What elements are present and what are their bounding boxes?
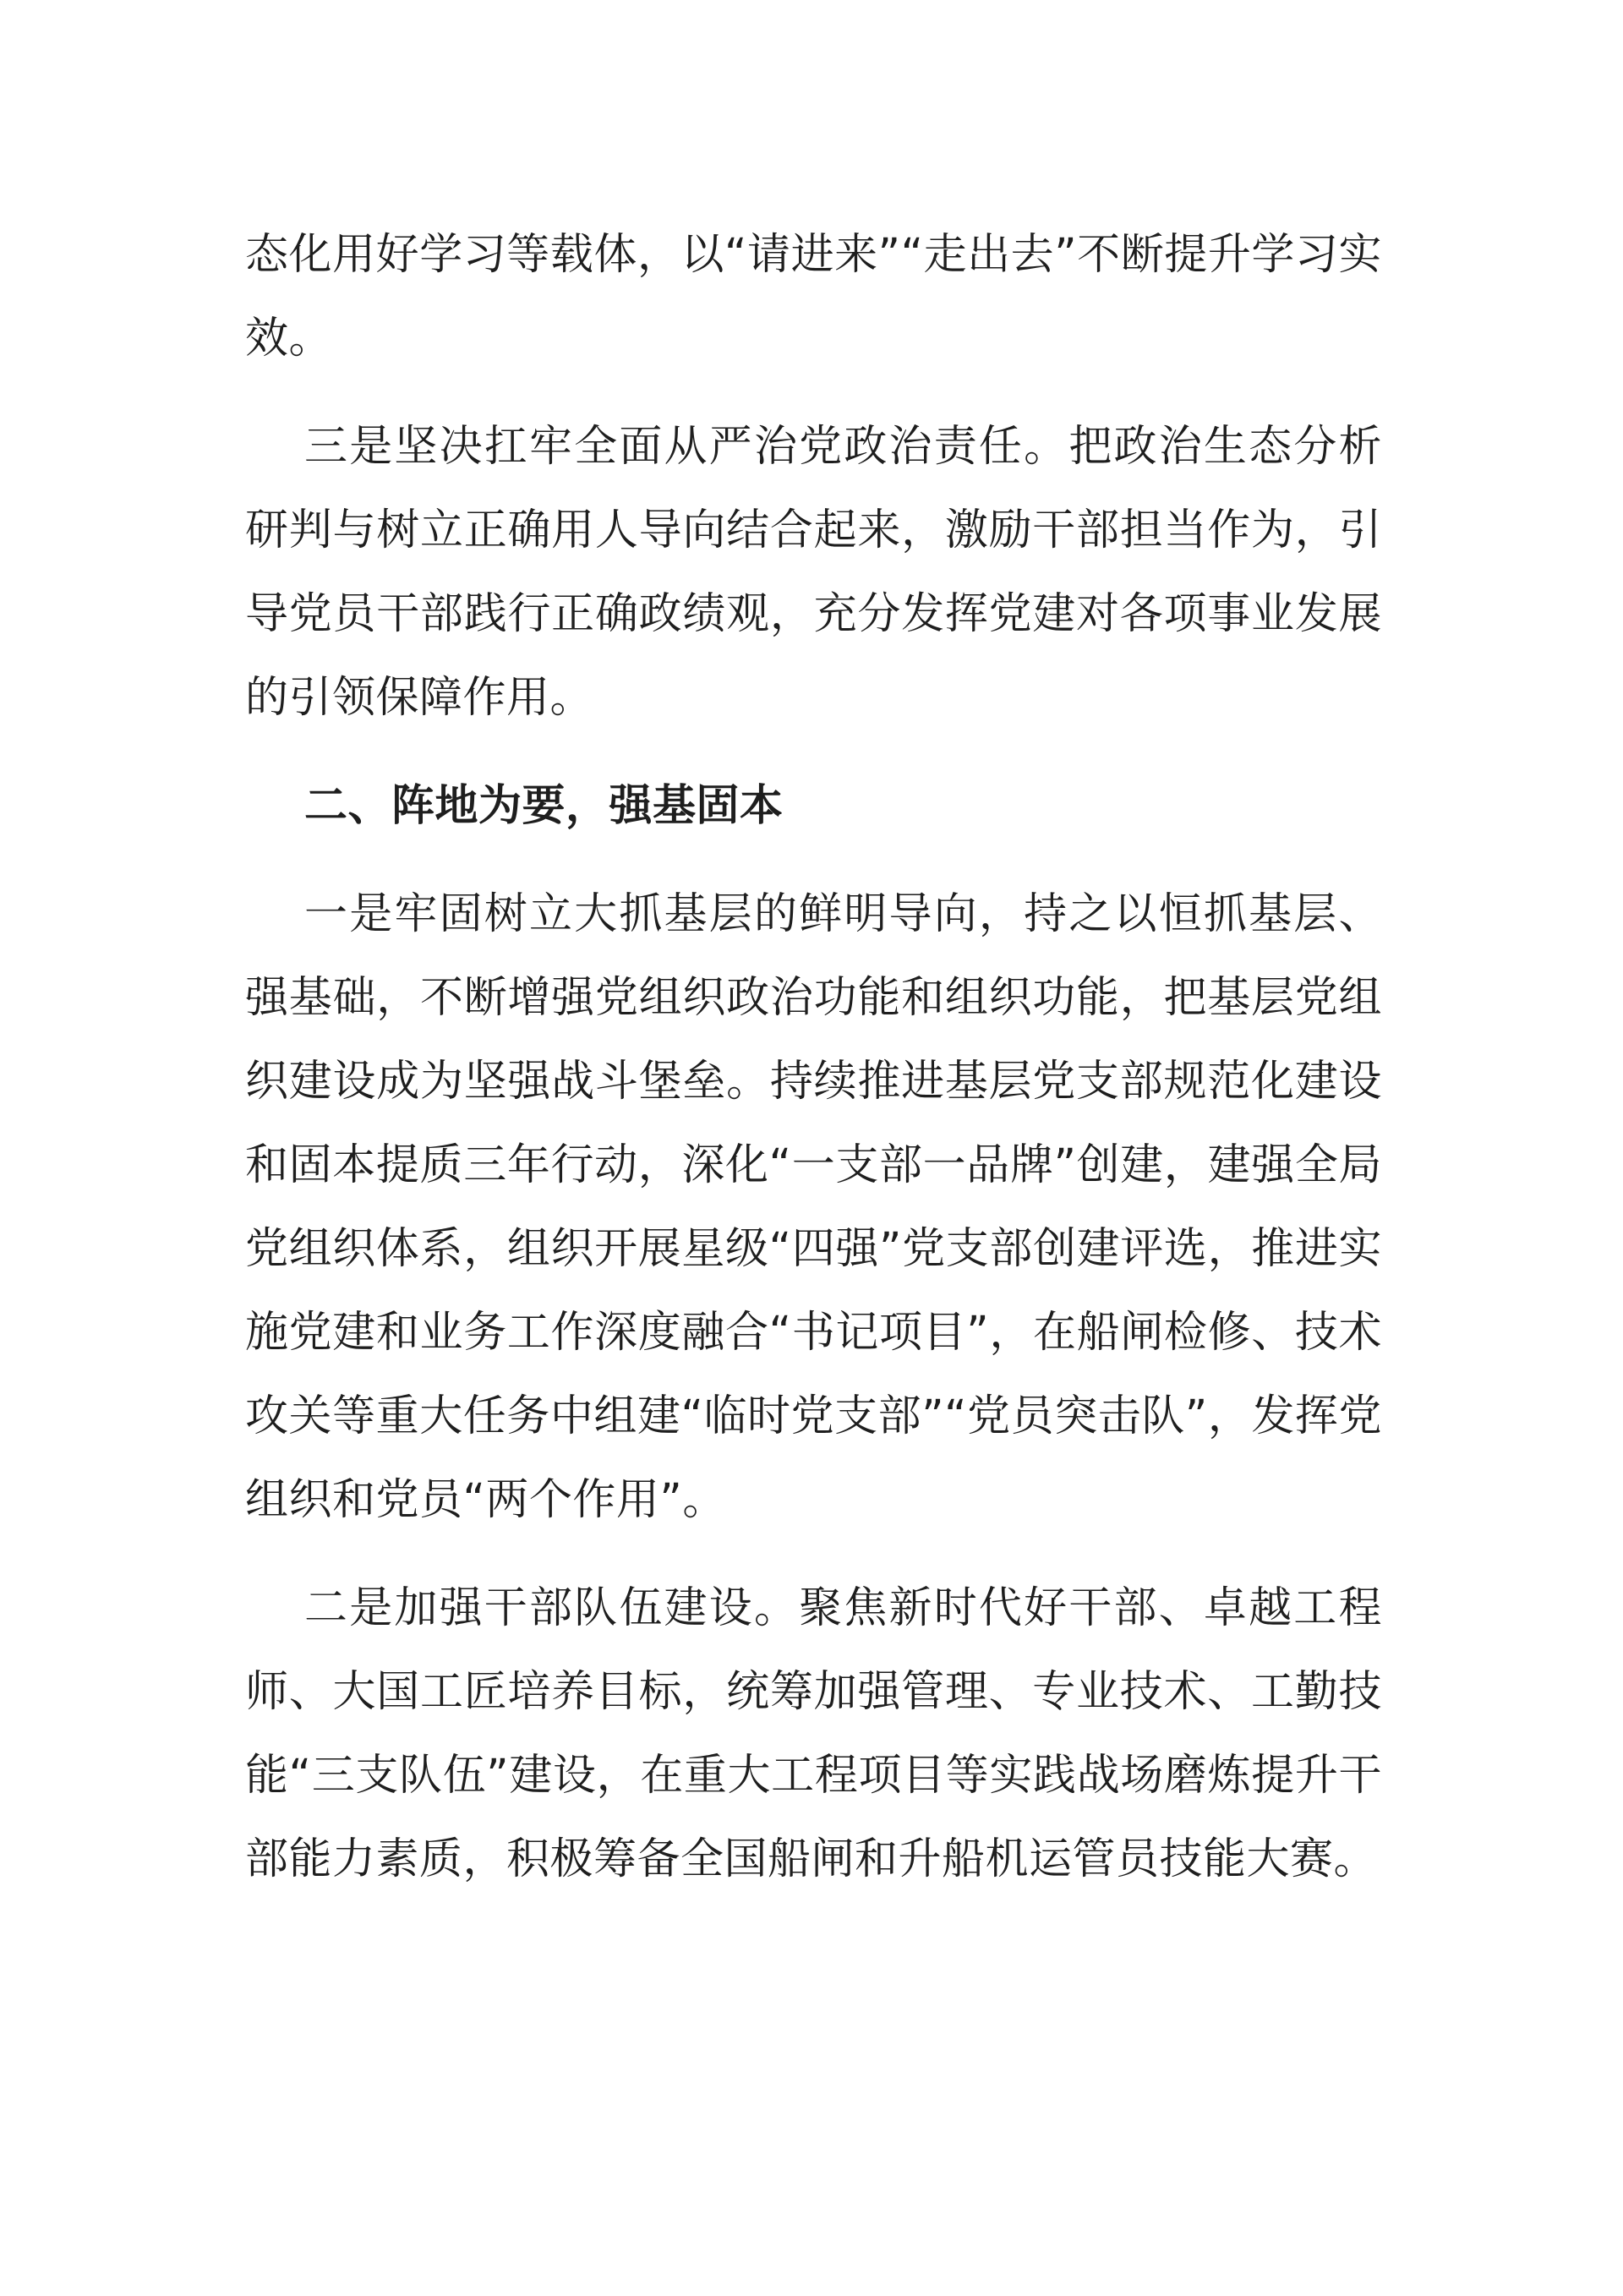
paragraph-cadre-team: 二是加强干部队伍建设。聚焦新时代好干部、卓越工程师、大国工匠培养目标，统筹加强管理、专业技术、工勤技能“三支队伍”建设，在重大工程项目等实践战场磨炼提升干部能力素质，积极筹备全国船闸和升船机运管员技能大赛。 bbox=[245, 1583, 1382, 1884]
paragraph-party-responsibility: 三是坚决扛牢全面从严治党政治责任。把政治生态分析研判与树立正确用人导向结合起来，激励干部担当作为，引导党员干部践行正确政绩观，充分发挥党建对各项事业发展的引领保障作用。 bbox=[245, 422, 1382, 723]
document-body bbox=[245, 213, 1382, 1901]
paragraph-grassroots: 一是牢固树立大抓基层的鲜明导向，持之以恒抓基层、强基础，不断增强党组织政治功能和组织功能，把基层党组织建设成为坚强战斗堡垒。持续推进基层党支部规范化建设和固本提质三年行动，深化“一支部一品牌”创建，建强全局党组织体系，组织开展星级“四强”党支部创建评选，推进实施党建和业务工作深度融合“书记项目”，在船闸检修、技术攻关等重大任务中组建“临时党支部”“党员突击队”，发挥党组织和党员“两个作用”。 bbox=[245, 889, 1382, 1525]
section-heading-2: 二、阵地为要，强基固本 bbox=[304, 781, 784, 831]
paragraph-continuation: 态化用好学习等载体，以“请进来”“走出去”不断提升学习实效。 bbox=[245, 230, 1382, 364]
